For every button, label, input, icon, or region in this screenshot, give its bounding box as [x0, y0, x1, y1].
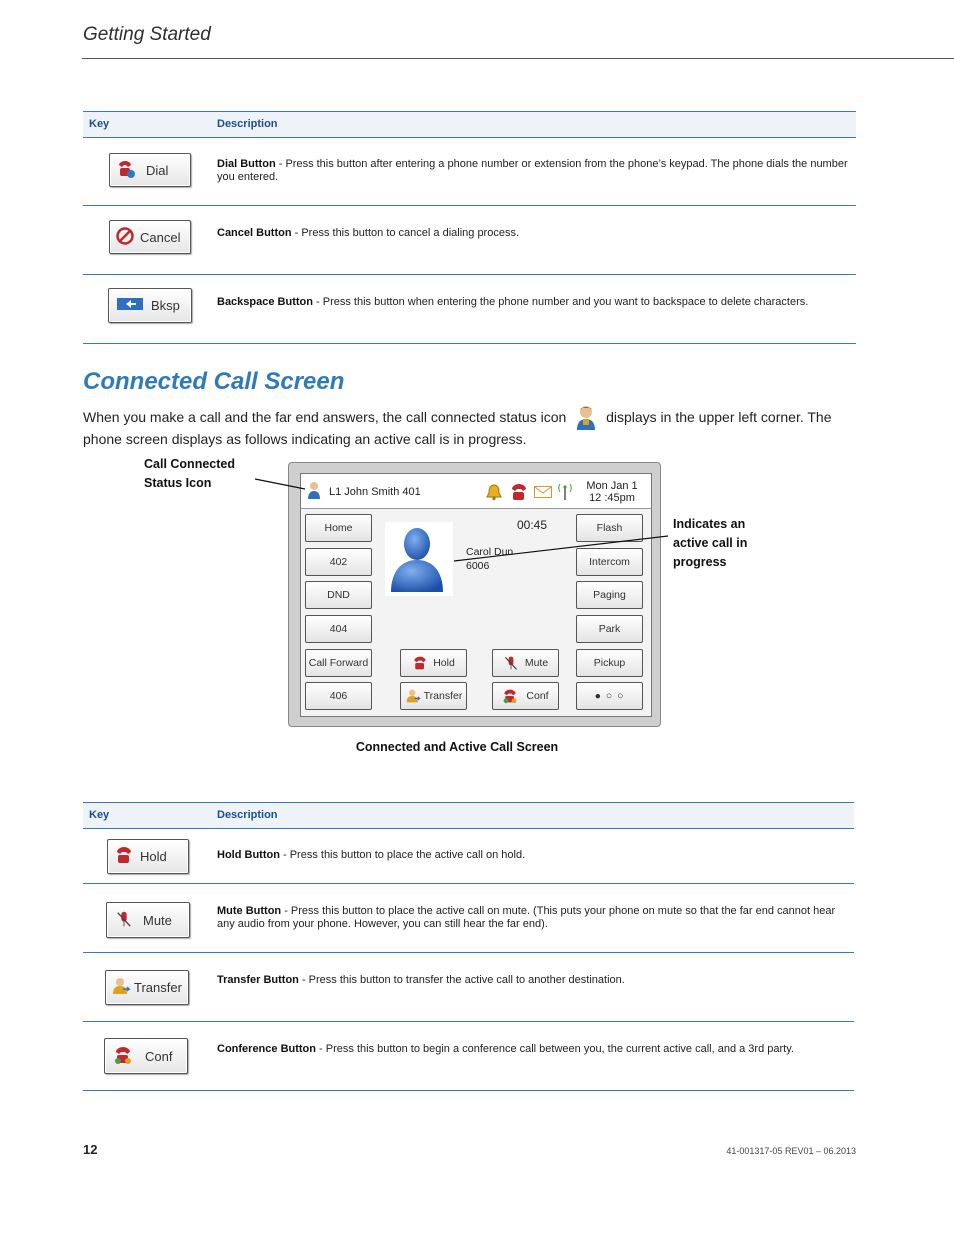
backspace-text: - Press this button when entering the phone number and you want to backspace to delete characters. [312, 296, 809, 308]
cancel-button-label: Cancel [140, 229, 181, 245]
key-park[interactable]: Park [576, 615, 643, 643]
callout-left-line-2: Status Icon [144, 476, 212, 490]
softkey-mute-label: Mute [524, 657, 549, 669]
key-flash[interactable]: Flash [576, 514, 643, 542]
softkey-conf-label: Conf [526, 690, 549, 702]
key-table-2 [83, 802, 854, 1092]
hold-phone-icon [114, 845, 134, 868]
col-key-header: Key [89, 118, 110, 130]
mute-term: Mute Button [217, 905, 282, 917]
mute-text: - Press this button to place the active call on mute. (This puts your phone on mute so that the far end cannot hear any audio from your phone. However, you can still hear the far end). [217, 905, 836, 930]
intro-text-before: When you make a call and the far end answers, the call connected status icon [83, 409, 567, 425]
dial-term: Dial Button [217, 158, 276, 170]
key-pickup[interactable]: Pickup [576, 649, 643, 677]
conference-button[interactable] [104, 1038, 188, 1074]
transfer-person-icon [111, 976, 131, 999]
callout-right-line-2: active call in [673, 536, 748, 550]
key-dnd[interactable]: DND [305, 581, 372, 609]
document-id: 41-001317-05 REV01 – 06.2013 [726, 1146, 856, 1156]
cancel-text: - Press this button to cancel a dialing process. [291, 227, 520, 239]
caller-extension: 6006 [466, 560, 490, 572]
date-label: Mon Jan 1 [586, 480, 638, 492]
key-call-forward[interactable]: Call Forward [305, 649, 372, 677]
softkey-hold-label: Hold [433, 657, 455, 669]
caller-name: Carol Dun [466, 546, 514, 558]
transfer-button[interactable] [105, 970, 189, 1005]
intro-text-after: displays in the upper left corner. The phone screen displays as follows indicating an active call is in progress. [83, 409, 832, 447]
transfer-description [217, 974, 853, 987]
conference-button-label: Conf [145, 1048, 173, 1064]
time-label: 12 :45pm [589, 492, 635, 504]
callout-right-line-1: Indicates an [673, 517, 746, 531]
cancel-term: Cancel Button [217, 227, 292, 239]
conference-phone-icon [113, 1045, 133, 1068]
figure-caption: Connected and Active Call Screen [355, 740, 559, 754]
dial-text: - Press this button after entering a phone number or extension from the phone’s keypad. The phone dials the number you entered. [217, 158, 848, 183]
mute-button-label: Mute [143, 912, 172, 928]
page-indicator[interactable]: ● ○ ○ [576, 682, 643, 710]
row-divider [83, 883, 854, 884]
row-divider [83, 952, 854, 953]
transfer-text: - Press this button to transfer the active call to another destination. [298, 974, 625, 986]
key-paging[interactable]: Paging [576, 581, 643, 609]
col-desc-header: Description [217, 118, 278, 130]
row-divider [83, 1090, 854, 1091]
hold-button[interactable] [107, 839, 189, 874]
section-title: Connected Call Screen [83, 368, 345, 395]
line-status: L1 John Smith 401 [329, 486, 421, 498]
mute-button[interactable] [106, 902, 190, 938]
col-key-header: Key [89, 809, 110, 821]
row-divider [83, 1021, 854, 1022]
hold-button-label: Hold [140, 849, 167, 864]
header-title: Getting Started [83, 24, 211, 45]
key-406[interactable]: 406 [305, 682, 372, 710]
callout-left-line-1: Call Connected [144, 457, 235, 471]
hold-text: - Press this button to place the active call on hold. [279, 849, 526, 861]
page-number: 12 [83, 1142, 98, 1157]
backspace-term: Backspace Button [217, 296, 313, 308]
key-404[interactable]: 404 [305, 615, 372, 643]
key-home[interactable]: Home [305, 514, 372, 542]
col-desc-header: Description [217, 809, 278, 821]
softkey-transfer-label: Transfer [423, 690, 463, 702]
backspace-button-label: Bksp [151, 298, 180, 313]
key-intercom[interactable]: Intercom [576, 548, 643, 576]
mute-description [217, 905, 853, 931]
call-timer: 00:45 [517, 518, 548, 532]
key-402[interactable]: 402 [305, 548, 372, 576]
transfer-term: Transfer Button [217, 974, 299, 986]
transfer-button-label: Transfer [134, 980, 182, 995]
conference-description [217, 1043, 853, 1056]
conference-text: - Press this button to begin a conference call between you, the current active call, and a 3rd party. [316, 1043, 794, 1055]
callout-right-line-3: progress [673, 555, 727, 569]
conference-term: Conference Button [217, 1043, 316, 1055]
table-header [83, 802, 854, 829]
mute-mic-icon [115, 909, 133, 932]
hold-description [217, 849, 853, 862]
dial-button-label: Dial [146, 162, 169, 178]
hold-term: Hold Button [217, 849, 280, 861]
